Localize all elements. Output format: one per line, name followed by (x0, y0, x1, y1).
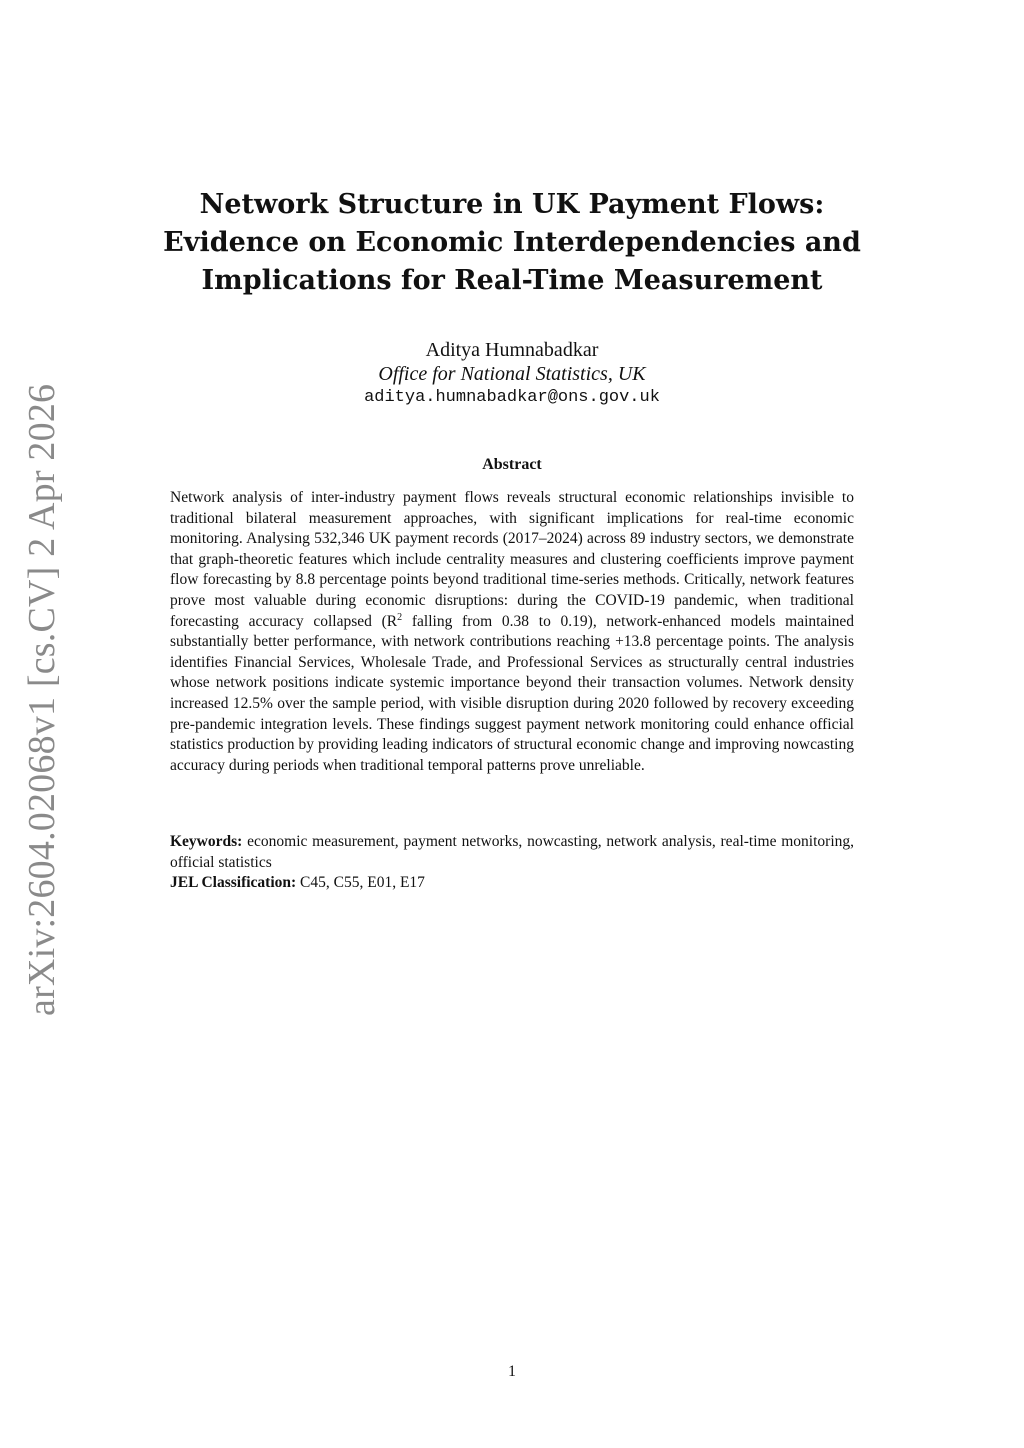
keywords-label: Keywords: (170, 833, 243, 850)
author-affiliation: Office for National Statistics, UK (378, 363, 646, 385)
paper-title (130, 186, 894, 300)
jel-classification-line (170, 873, 854, 894)
author-email[interactable]: aditya.humnabadkar@ons.gov.uk (364, 388, 660, 407)
jel-label: JEL Classification: (170, 874, 297, 891)
title-line-2: Evidence on Economic Interdependencies and (163, 227, 861, 258)
author-block (212, 338, 812, 410)
r-squared-superscript: 2 (397, 611, 403, 623)
abstract-text-part-2: falling from 0.38 to 0.19), network-enhanced models maintained substantially better performance, with network contributions reaching +13.8 percentage points. The analysis identifies Financial Services, Wholesale Trade, and Professional Services as structurally central industries whose network positions indicate systemic importance beyond their transaction volumes. Network density increased 12.5% over the sample period, with visible disruption during 2020 followed by recovery exceeding pre-pandemic integration levels. These findings suggest payment network monitoring could enhance official statistics production by providing leading indicators of structural economic change and improving nowcasting accuracy during periods when traditional temporal patterns prove unreliable. (170, 612, 855, 774)
title-line-1: Network Structure in UK Payment Flows: (199, 189, 825, 220)
arxiv-identifier-stamp: arXiv:2604.02068v1 [cs.CV] 2 Apr 2026 (21, 383, 63, 1016)
title-line-3: Implications for Real-Time Measurement (201, 265, 823, 296)
abstract-text-part-1: Network analysis of inter-industry payment flows reveals structural economic relationships invisible to traditional bilateral measurement approaches, with significant implications for real-time economic monitoring. Analysing 532,346 UK payment records (2017–2024) across 89 industry sectors, we demonstrate that graph-theoretic features which include centrality measures and clustering coefficients improve payment flow forecasting by 8.8 percentage points beyond traditional time-series methods. Critically, network features prove most valuable during economic disruptions: during the COVID-19 pandemic, when traditional forecasting accuracy collapsed (R (170, 489, 854, 630)
jel-codes: C45, C55, E01, E17 (300, 874, 425, 891)
keywords-text: economic measurement, payment networks, nowcasting, network analysis, real-time monitoring, official statistics (170, 833, 855, 871)
keywords-line (170, 832, 854, 873)
abstract-heading: Abstract (482, 456, 542, 473)
author-name: Aditya Humnabadkar (425, 339, 599, 361)
abstract-text (170, 488, 854, 776)
page-number: 1 (508, 1363, 516, 1380)
